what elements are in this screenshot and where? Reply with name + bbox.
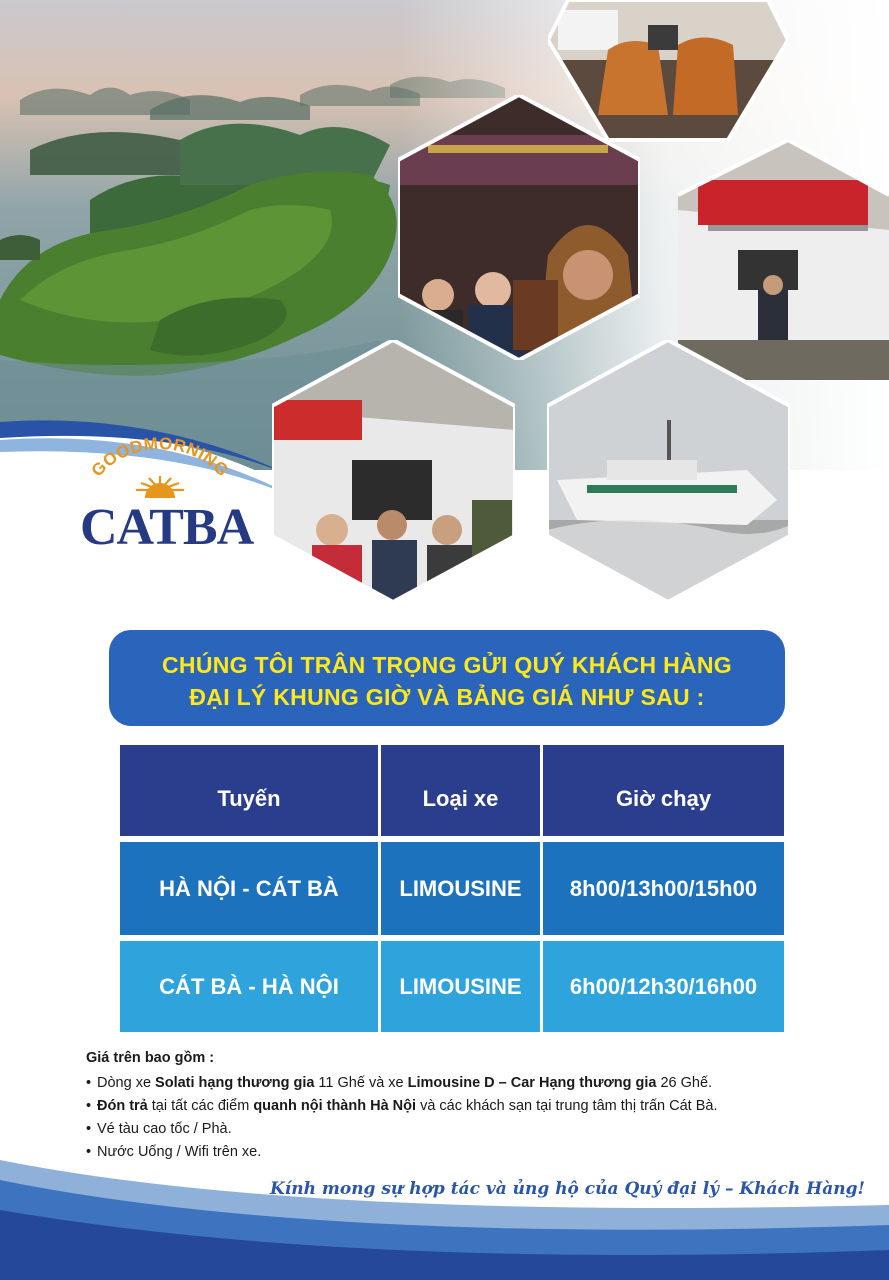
passengers-bus-photo — [398, 95, 640, 360]
vehicle-cell: LIMOUSINE — [378, 941, 540, 1032]
times-cell: 6h00/12h30/16h00 — [540, 941, 784, 1032]
speedboat-photo — [547, 340, 790, 602]
ferry-passengers-photo — [272, 340, 515, 602]
schedule-table — [120, 745, 784, 1032]
header-route: Tuyến — [120, 745, 378, 836]
logo-wordmark: CATBA — [80, 499, 254, 556]
list-item: • Dòng xe Solati hạng thương gia 11 Ghế và xe Limousine D – Car Hạng thương gia 26 Ghế. — [86, 1075, 713, 1091]
table-header-row — [120, 745, 784, 836]
list-item: • Nước Uống / Wifi trên xe. — [86, 1144, 262, 1160]
banner-line-1: CHÚNG TÔI TRÂN TRỌNG GỬI QUÝ KHÁCH HÀNG — [162, 652, 732, 678]
includes-title: Giá trên bao gồm : — [86, 1050, 215, 1066]
header-departure-times: Giờ chạy — [540, 745, 784, 836]
logo-arc-text: GOODMORNING — [87, 433, 233, 481]
table-row — [120, 842, 784, 935]
route-cell: CÁT BÀ - HÀ NỘI — [120, 941, 378, 1032]
vehicle-cell: LIMOUSINE — [378, 842, 540, 935]
table-row — [120, 941, 784, 1032]
list-item: • Đón trả tại tất các điểm quanh nội thành Hà Nội và các khách sạn tại trung tâm thị trấn Cát Bà. — [86, 1098, 718, 1114]
banner-line-2: ĐẠI LÝ KHUNG GIỜ VÀ BẢNG GIÁ NHƯ SAU : — [189, 684, 705, 710]
intro-banner — [109, 630, 785, 726]
thanks-message: Kính mong sự hợp tác và ủng hộ của Quý đại lý – Khách Hàng! — [270, 1179, 865, 1199]
footer-wave — [0, 1150, 889, 1280]
route-cell: HÀ NỘI - CÁT BÀ — [120, 842, 378, 935]
header-vehicle-type: Loại xe — [378, 745, 540, 836]
list-item: • Vé tàu cao tốc / Phà. — [86, 1121, 232, 1137]
times-cell: 8h00/13h00/15h00 — [540, 842, 784, 935]
